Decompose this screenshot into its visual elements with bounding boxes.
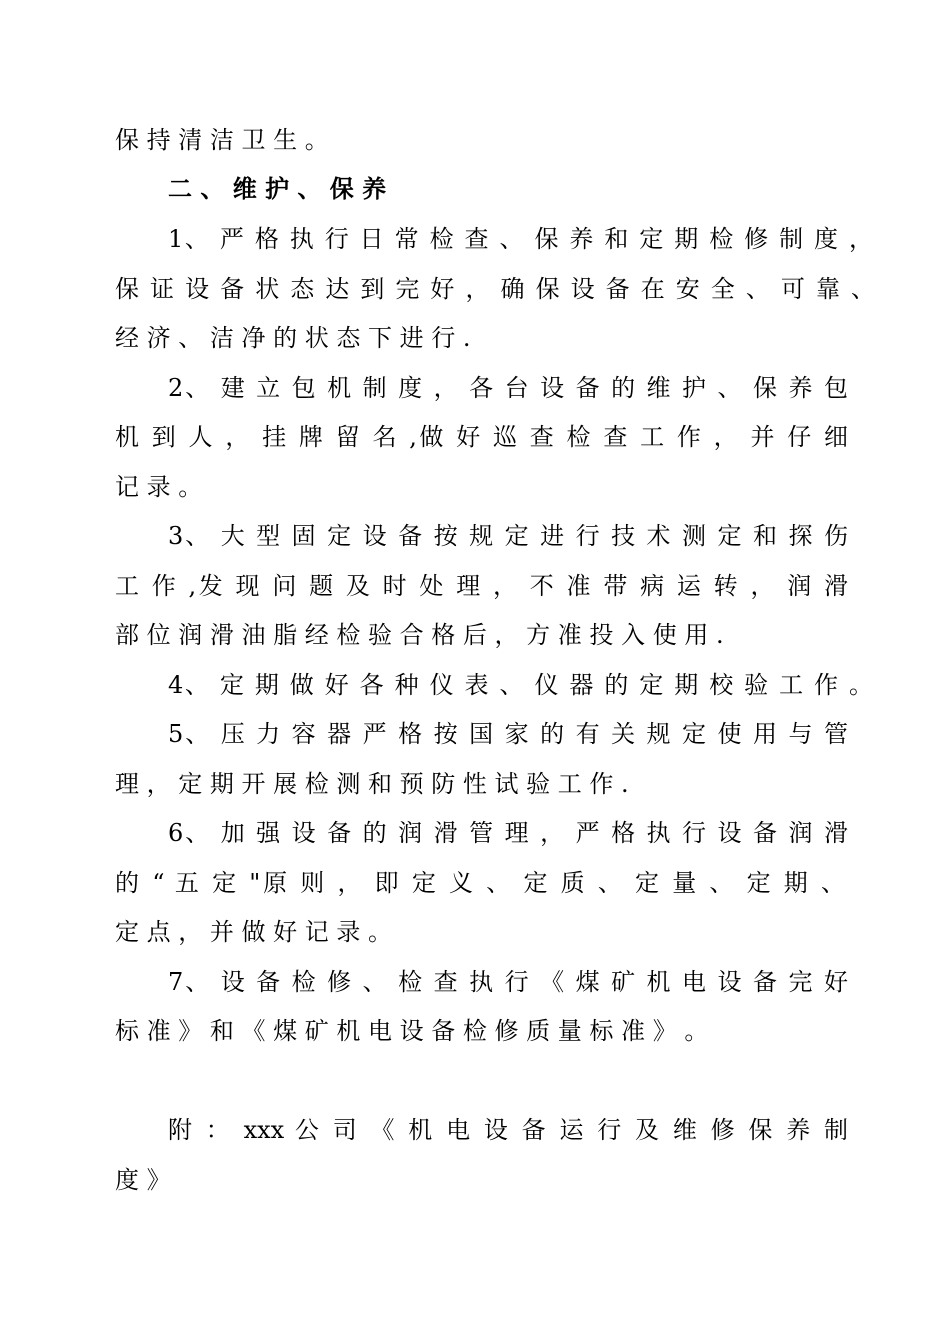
paragraph-line: 工 作 ,发 现 问 题 及 时 处 理 ， 不 准 带 病 运 转 ， 润 滑 <box>115 572 848 600</box>
paragraph-line: 5、 压 力 容 器 严 格 按 国 家 的 有 关 规 定 使 用 与 管 <box>168 720 848 748</box>
paragraph-line: 6、 加 强 设 备 的 润 滑 管 理 ， 严 格 执 行 设 备 润 滑 <box>168 819 848 847</box>
paragraph-line: 2、 建 立 包 机 制 度 ， 各 台 设 备 的 维 护 、 保 养 包 <box>168 374 848 402</box>
paragraph-line: 1、 严 格 执 行 日 常 检 查 、 保 养 和 定 期 检 修 制 度 ， <box>168 225 873 253</box>
paragraph-line: 部 位 润 滑 油 脂 经 检 验 合 格 后 ， 方 准 投 入 使 用 . <box>115 621 724 649</box>
paragraph-line: 经 济 、 洁 净 的 状 态 下 进 行 . <box>115 324 471 352</box>
paragraph-line: 保 证 设 备 状 态 达 到 完 好 ， 确 保 设 备 在 安 全 、 可 靠 、 <box>115 275 875 303</box>
section-heading: 二 、 维 护 、 保 养 <box>168 174 387 203</box>
paragraph-line: 保 持 清 洁 卫 生 。 <box>115 126 329 154</box>
paragraph-line: 3、 大 型 固 定 设 备 按 规 定 进 行 技 术 测 定 和 探 伤 <box>168 522 848 550</box>
paragraph-line: 定 点 ， 并 做 好 记 录 。 <box>115 918 393 946</box>
paragraph-line: 的 “ 五 定 "原 则 ， 即 定 义 、 定 质 、 定 量 、 定 期 、 <box>115 869 845 897</box>
paragraph-line: 7、 设 备 检 修 、 检 查 执 行 《 煤 矿 机 电 设 备 完 好 <box>168 968 848 996</box>
paragraph-line: 机 到 人 ， 挂 牌 留 名 ,做 好 巡 查 检 查 工 作 ， 并 仔 细 <box>115 423 848 451</box>
paragraph-line: 4、 定 期 做 好 各 种 仪 表 、 仪 器 的 定 期 校 验 工 作 。 <box>168 671 873 699</box>
paragraph-line: 理 ， 定 期 开 展 检 测 和 预 防 性 试 验 工 作 . <box>115 770 629 798</box>
paragraph-line: 记 录 。 <box>115 473 203 501</box>
paragraph-line: 标 准 》 和 《 煤 矿 机 电 设 备 检 修 质 量 标 准 》 。 <box>115 1017 709 1045</box>
attachment-line: 度 》 <box>115 1166 171 1194</box>
attachment-line: 附 ： xxx 公 司 《 机 电 设 备 运 行 及 维 修 保 养 制 <box>168 1116 848 1144</box>
